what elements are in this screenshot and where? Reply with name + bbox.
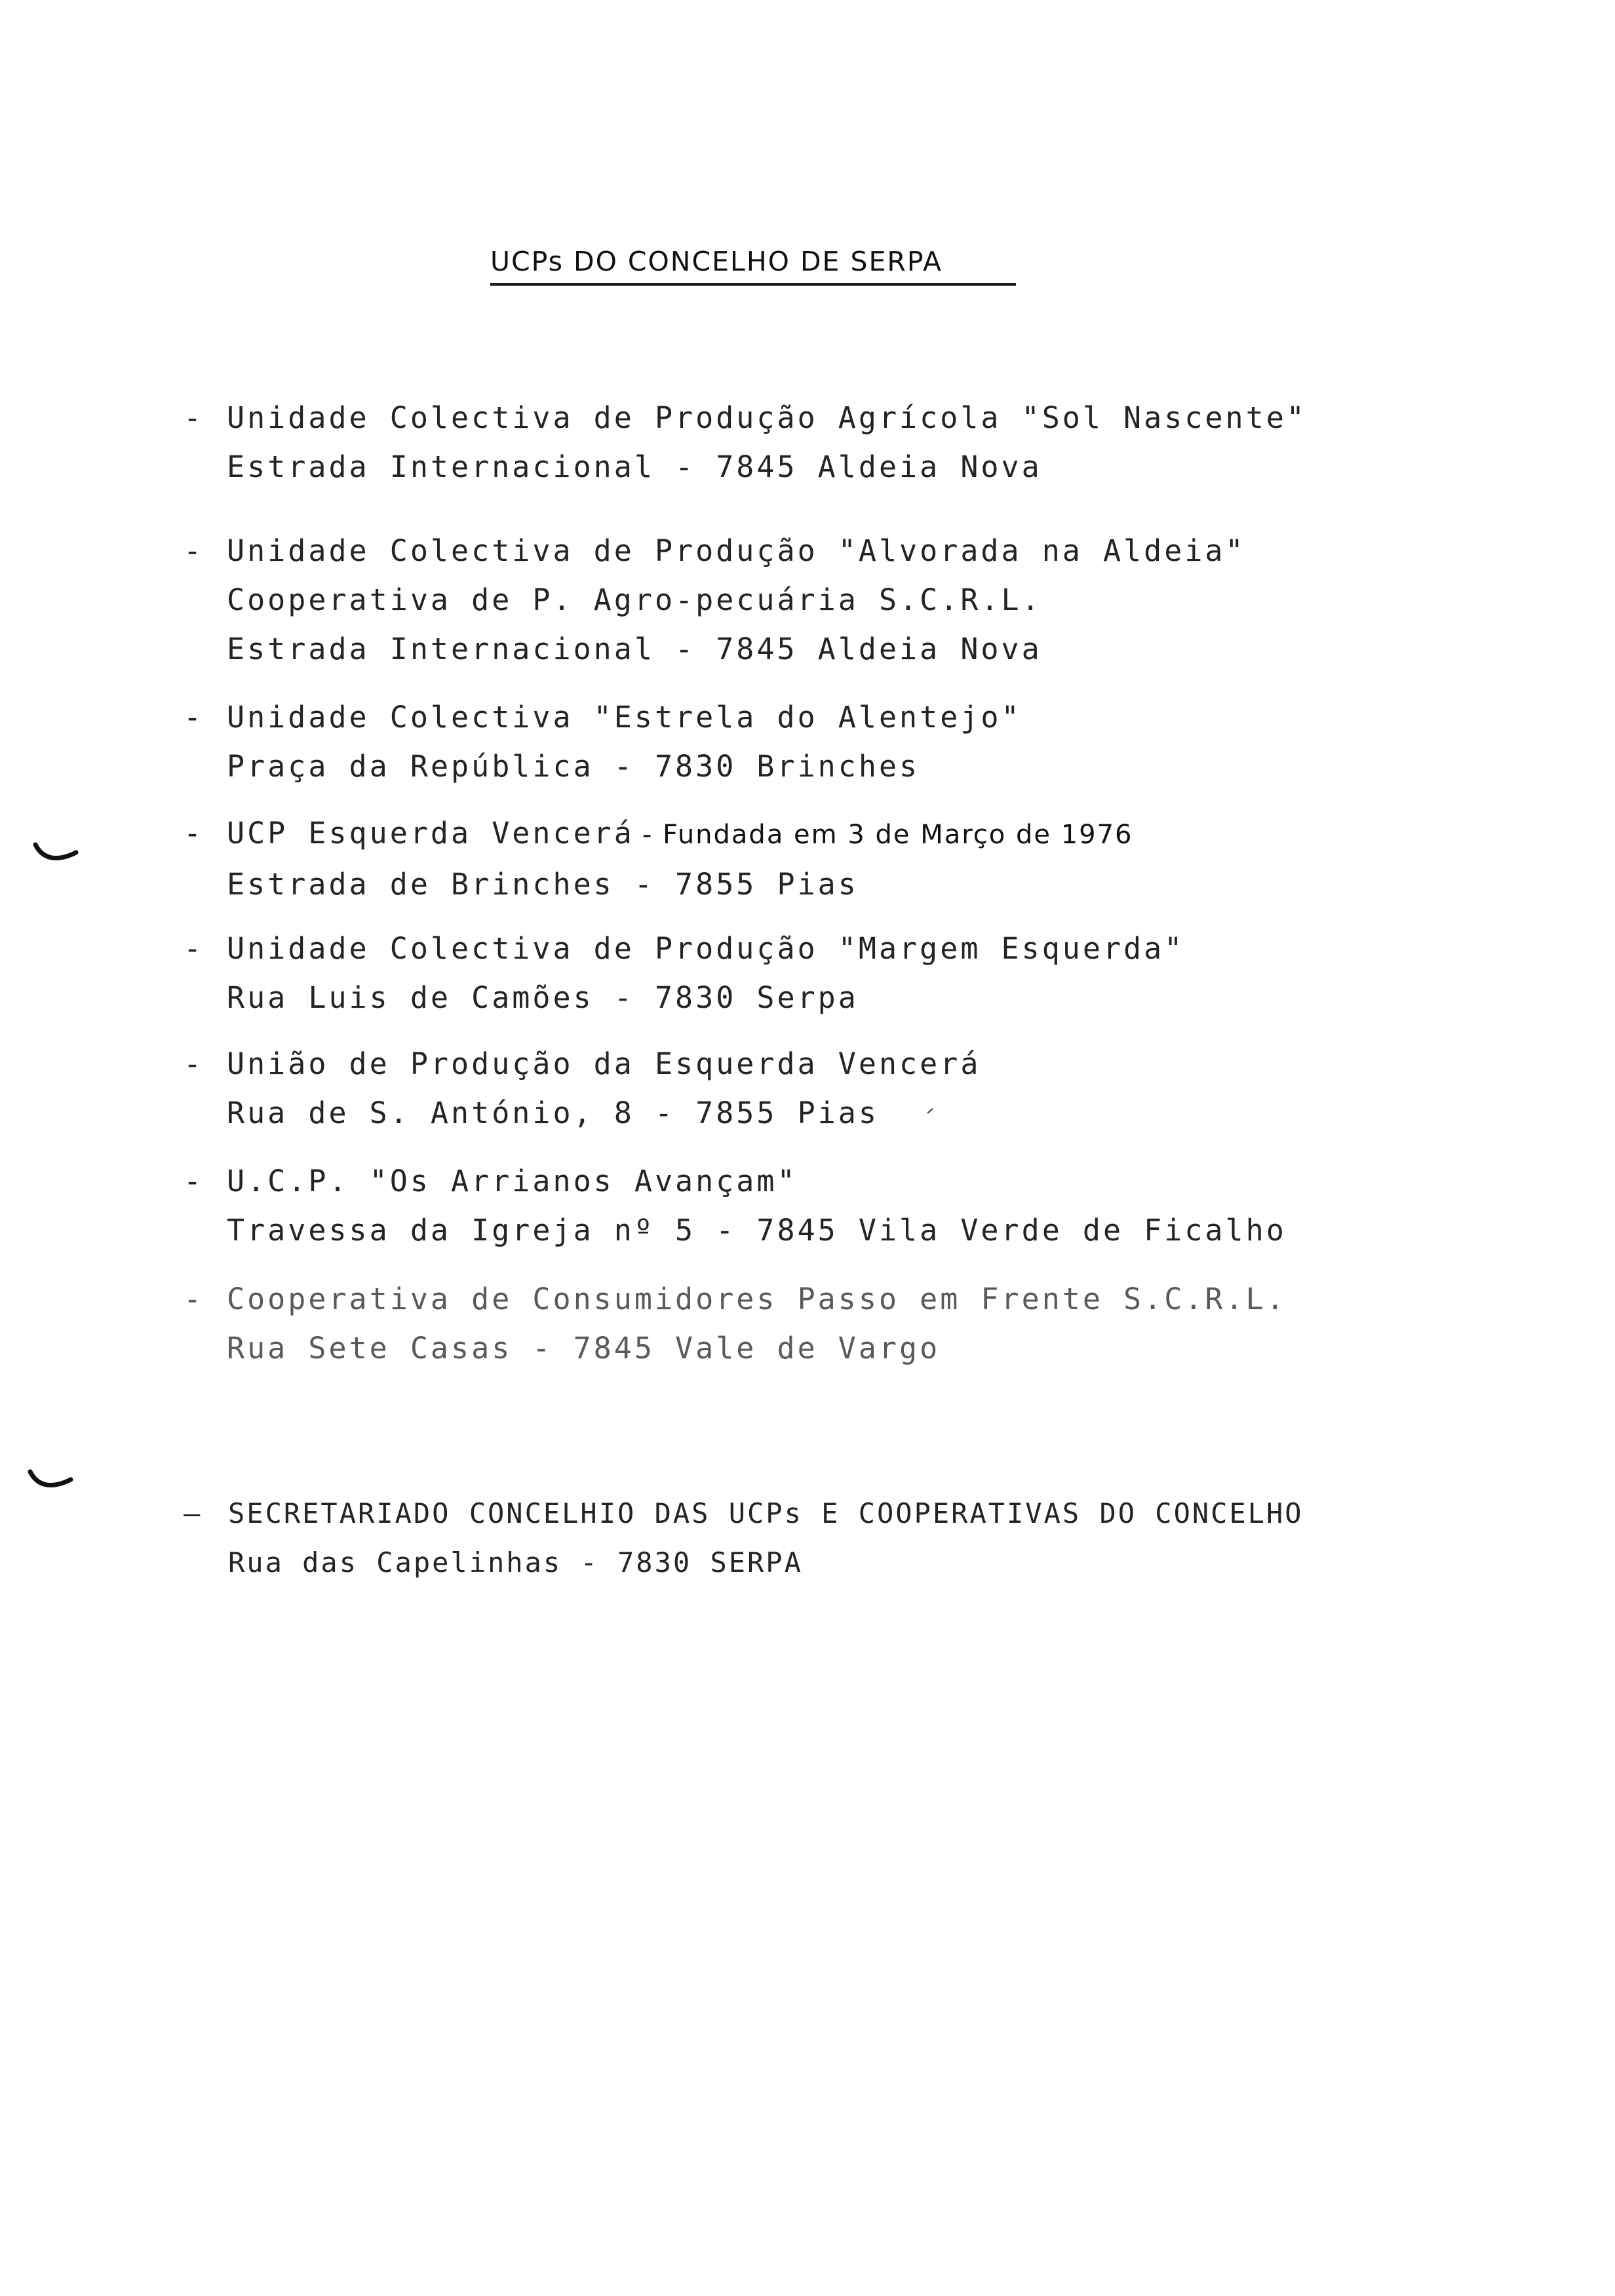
entry-address: Rua Sete Casas - 7845 Vale de Vargo bbox=[227, 1331, 941, 1366]
bullet-dash: — bbox=[184, 1497, 203, 1529]
list-item bbox=[184, 924, 1184, 1022]
entry-name: Unidade Colectiva de Produção Agrícola "Sol Nascente" bbox=[227, 400, 1307, 435]
list-item bbox=[184, 809, 1133, 909]
list-item bbox=[184, 526, 1246, 674]
entry-name: Cooperativa de Consumidores Passo em Frente S.C.R.L. bbox=[227, 1282, 1287, 1316]
bullet-dash: - bbox=[184, 400, 204, 435]
entry-address: Rua Luis de Camões - 7830 Serpa bbox=[227, 980, 859, 1015]
bullet-dash: - bbox=[184, 533, 204, 568]
list-item bbox=[184, 393, 1307, 491]
entry-address: Estrada Internacional - 7845 Aldeia Nova bbox=[227, 632, 1042, 666]
entry-name: Unidade Colectiva de Produção "Margem Esquerda" bbox=[227, 931, 1185, 966]
entry-name: União de Produção da Esquerda Vencerá bbox=[227, 1046, 981, 1081]
entry-address: Praça da República - 7830 Brinches bbox=[227, 749, 920, 784]
bullet-dash: - bbox=[184, 700, 204, 735]
entry-address: Travessa da Igreja nº 5 - 7845 Vila Verde de Ficalho bbox=[227, 1213, 1287, 1248]
list-item bbox=[184, 1489, 1304, 1587]
check-mark-icon bbox=[28, 1468, 73, 1491]
list-item bbox=[184, 1157, 1287, 1255]
entry-address: Rua de S. António, 8 - 7855 Pias bbox=[227, 1096, 879, 1130]
bullet-dash: - bbox=[184, 816, 204, 851]
entry-name: U.C.P. "Os Arrianos Avançam" bbox=[227, 1164, 798, 1198]
entry-address: Estrada Internacional - 7845 Aldeia Nova bbox=[227, 450, 1042, 484]
bullet-dash: - bbox=[184, 931, 204, 966]
entry-address: Estrada de Brinches - 7855 Pias bbox=[227, 867, 859, 902]
bullet-dash: - bbox=[184, 1282, 204, 1316]
entry-subtitle: Cooperativa de P. Agro-pecuária S.C.R.L. bbox=[227, 583, 1042, 617]
founding-note: - Fundada em 3 de Março de 1976 bbox=[642, 820, 1133, 850]
entry-name: UCP Esquerda Vencerá bbox=[227, 816, 634, 851]
entry-name: Unidade Colectiva de Produção "Alvorada na Aldeia" bbox=[227, 533, 1246, 568]
check-mark-icon bbox=[33, 841, 79, 864]
list-item bbox=[184, 1039, 981, 1138]
title-underline bbox=[490, 283, 1016, 286]
bullet-dash: - bbox=[184, 1046, 204, 1081]
document-title: UCPs DO CONCELHO DE SERPA bbox=[490, 246, 943, 277]
bullet-dash: - bbox=[184, 1164, 204, 1198]
list-item bbox=[184, 1274, 1287, 1373]
entry-address: Rua das Capelinhas - 7830 SERPA bbox=[228, 1546, 803, 1578]
entry-name: Unidade Colectiva "Estrela do Alentejo" bbox=[227, 700, 1022, 735]
pen-stroke-mark bbox=[926, 1107, 934, 1114]
entry-name: SECRETARIADO CONCELHIO DAS UCPs E COOPERATIVAS DO CONCELHO bbox=[228, 1497, 1304, 1529]
list-item bbox=[184, 693, 1022, 791]
